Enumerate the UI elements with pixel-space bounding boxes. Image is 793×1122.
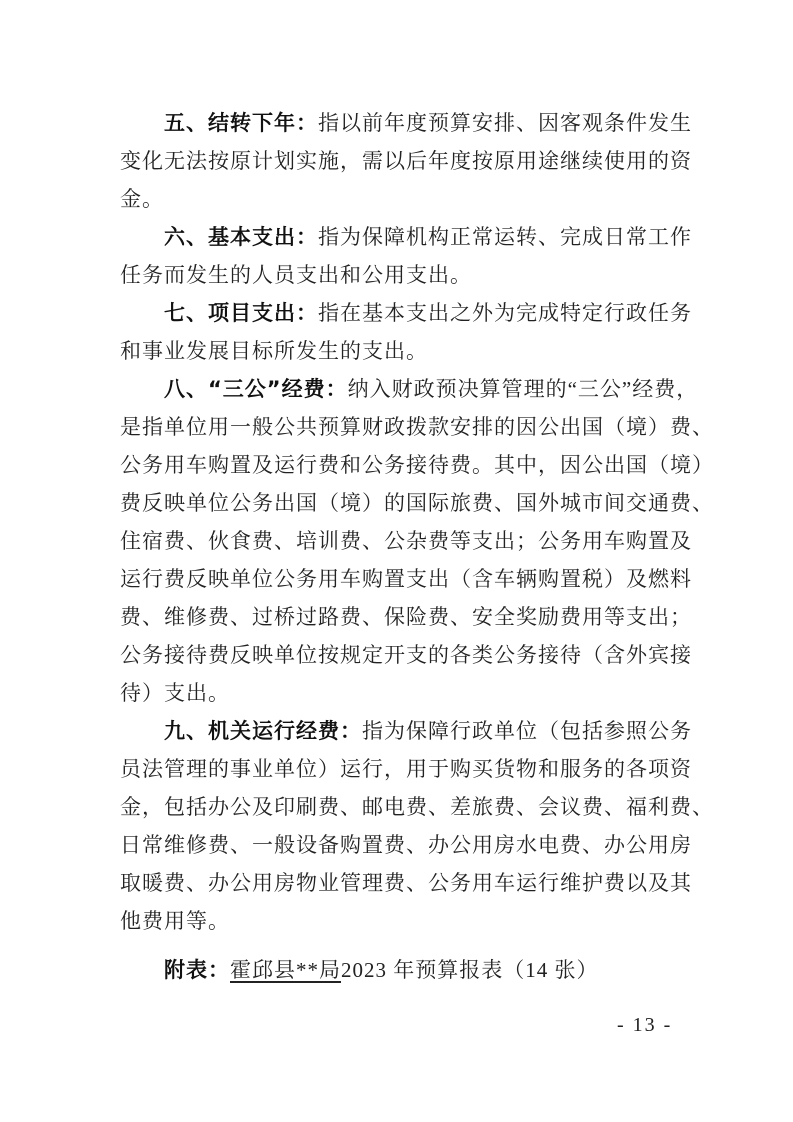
paragraph xyxy=(120,104,692,218)
line-text: 是指单位用一般公共预算财政拨款安排的因公出国（境）费、 xyxy=(120,415,714,439)
page-number: - 13 - xyxy=(617,1014,673,1036)
text-line xyxy=(120,864,692,902)
paragraph-heading: 六、基本支出： xyxy=(164,225,318,249)
paragraph-heading: 九、机关运行经费： xyxy=(164,719,362,743)
line-text: 费、维修费、过桥过路费、保险费、安全奖励费用等支出； xyxy=(120,605,692,629)
line-text: 待）支出。 xyxy=(120,681,230,705)
text-line xyxy=(120,788,714,826)
line-text: 费反映单位公务出国（境）的国际旅费、国外城市间交通费、 xyxy=(120,491,714,515)
text-line xyxy=(120,218,692,256)
text-line xyxy=(120,256,673,294)
text-line xyxy=(120,522,692,560)
line-text: 运行费反映单位公务用车购置支出（含车辆购置税）及燃料 xyxy=(120,567,692,591)
line-text: 公务用车购置及运行费和公务接待费。其中，因公出国（境） xyxy=(120,453,714,477)
paragraph xyxy=(120,218,692,294)
line-text: 指为保障行政单位（包括参照公务 xyxy=(362,719,692,743)
text-line xyxy=(120,332,673,370)
attachment-title: 2023 年预算报表（14 张） xyxy=(341,958,599,982)
line-text: 他费用等。 xyxy=(120,909,230,933)
paragraph xyxy=(120,712,714,940)
line-text: 取暖费、办公用房物业管理费、公务用车运行维护费以及其 xyxy=(120,871,692,895)
text-line xyxy=(120,180,673,218)
text-line xyxy=(120,104,692,142)
line-text: 指以前年度预算安排、因客观条件发生 xyxy=(318,111,692,135)
paragraph-heading: 八、“三公”经费： xyxy=(164,377,348,401)
attachment-unit: 霍邱县**局 xyxy=(230,958,341,982)
paragraph xyxy=(120,370,714,712)
line-text: 公务接待费反映单位按规定开支的各类公务接待（含外宾接 xyxy=(120,643,692,667)
line-text: 指为保障机构正常运转、完成日常工作 xyxy=(318,225,692,249)
line-text: 变化无法按原计划实施，需以后年度按原用途继续使用的资 xyxy=(120,149,692,173)
line-text: 任务而发生的人员支出和公用支出。 xyxy=(120,263,472,287)
text-line xyxy=(120,484,714,522)
text-line xyxy=(120,560,692,598)
line-text: 金。 xyxy=(120,187,164,211)
text-line xyxy=(120,750,692,788)
line-text: 指在基本支出之外为完成特定行政任务 xyxy=(318,301,692,325)
attachment-line xyxy=(164,951,599,989)
text-line xyxy=(120,370,699,408)
text-line xyxy=(120,902,673,940)
document-body xyxy=(120,104,714,940)
line-text: 纳入财政预决算管理的“三公”经费， xyxy=(347,377,699,401)
line-text: 日常维修费、一般设备购置费、办公用房水电费、办公用房 xyxy=(120,833,692,857)
line-text: 员法管理的事业单位）运行，用于购买货物和服务的各项资 xyxy=(120,757,692,781)
text-line xyxy=(120,826,692,864)
text-line xyxy=(120,408,714,446)
text-line xyxy=(120,636,692,674)
line-text: 金，包括办公及印刷费、邮电费、差旅费、会议费、福利费、 xyxy=(120,795,714,819)
text-line xyxy=(120,712,692,750)
text-line xyxy=(120,294,692,332)
line-text: 和事业发展目标所发生的支出。 xyxy=(120,339,428,363)
paragraph xyxy=(120,294,692,370)
text-line xyxy=(120,674,673,712)
text-line xyxy=(120,446,714,484)
paragraph-heading: 五、结转下年： xyxy=(164,111,318,135)
attachment-label: 附表： xyxy=(164,958,230,982)
paragraph-heading: 七、项目支出： xyxy=(164,301,318,325)
text-line xyxy=(120,142,692,180)
text-line xyxy=(120,598,692,636)
line-text: 住宿费、伙食费、培训费、公杂费等支出；公务用车购置及 xyxy=(120,529,692,553)
